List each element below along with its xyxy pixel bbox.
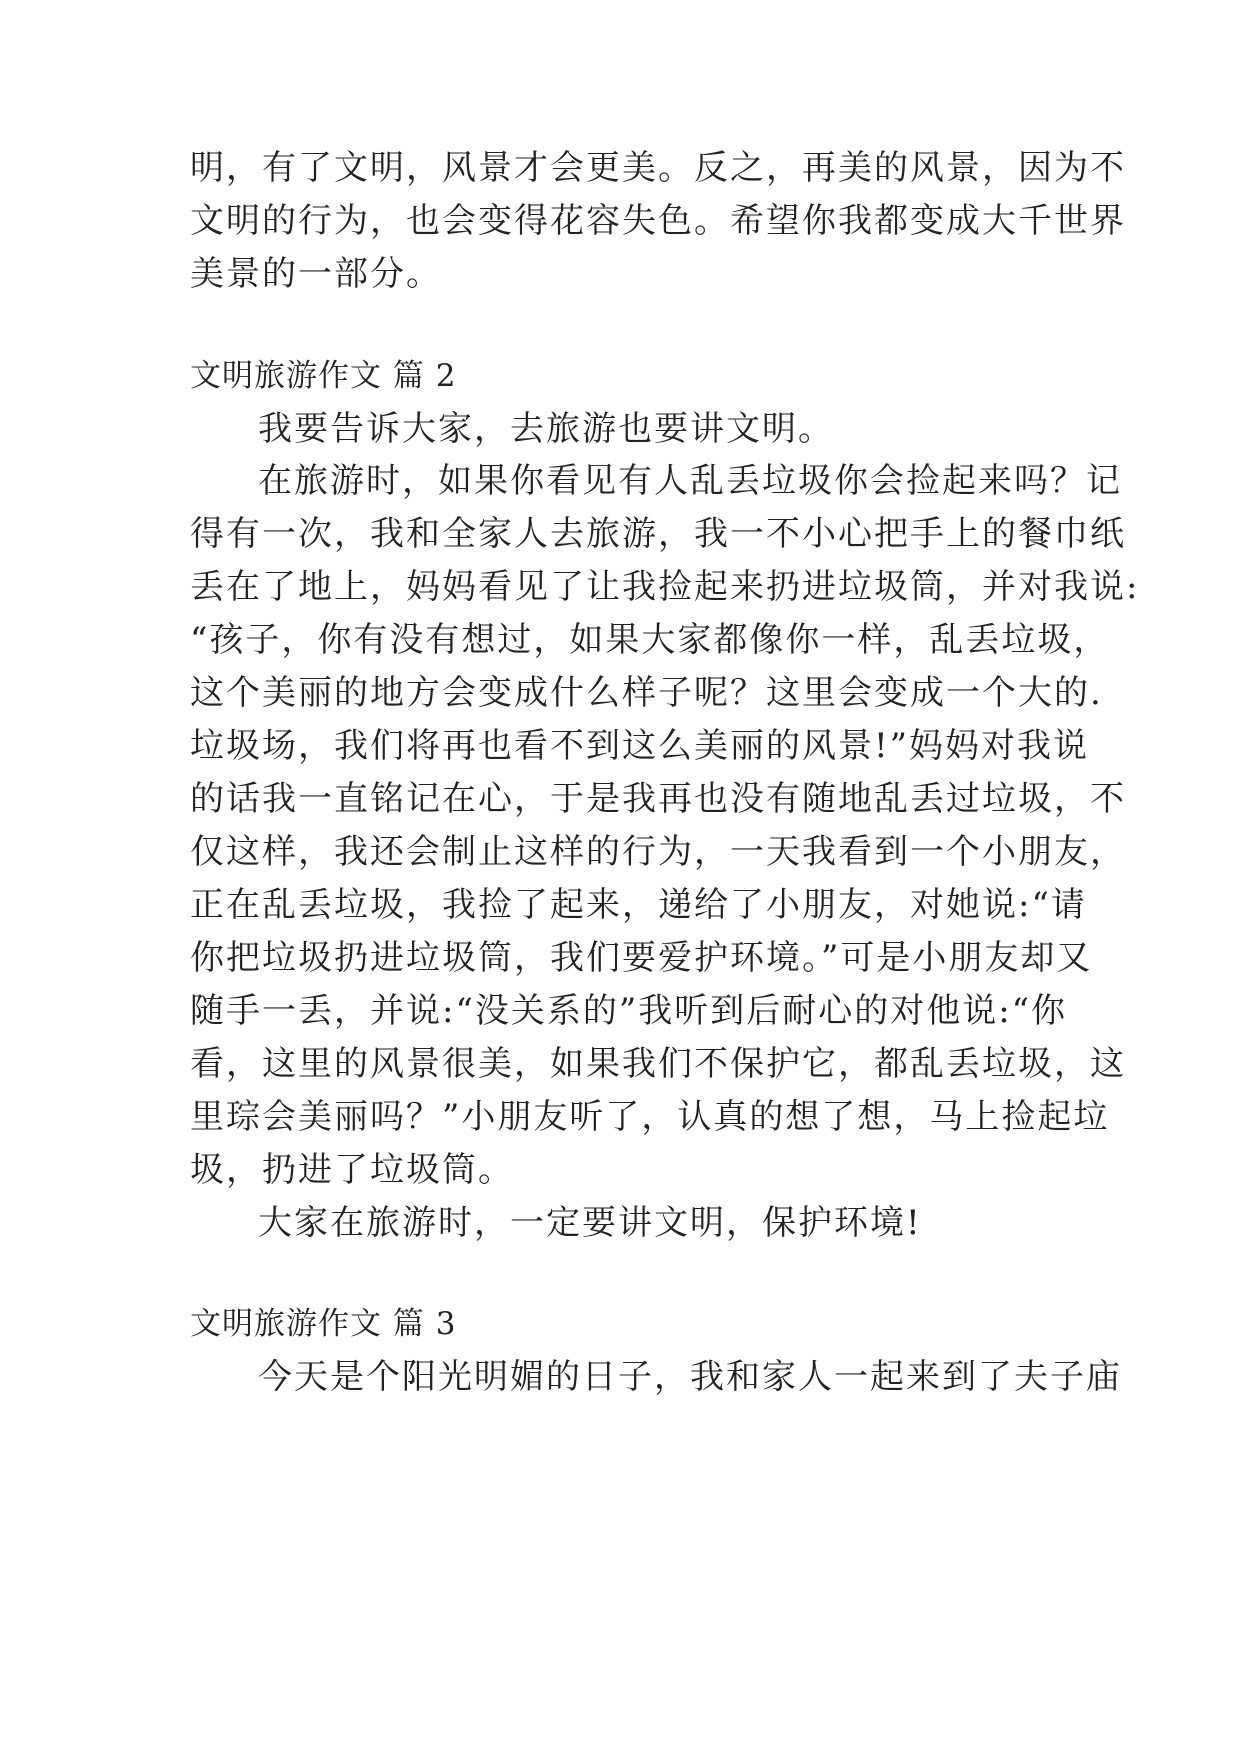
paragraph-line: 仅这样，我还会制止这样的行为，一天我看到一个小朋友， bbox=[190, 832, 1126, 872]
paragraph-line: 里琮会美丽吗？”小朋友听了，认真的想了想，马上捡起垃 bbox=[190, 1097, 1110, 1137]
paragraph-line: 圾，扔进了垃圾筒。 bbox=[190, 1150, 514, 1190]
paragraph-line: 你把垃圾扔进垃圾筒，我们要爱护环境。”可是小朋友却又 bbox=[190, 938, 1093, 978]
section-heading: 文明旅游作文 篇 3 bbox=[190, 1306, 457, 1342]
paragraph-line: 美景的一部分。 bbox=[190, 254, 442, 294]
paragraph-line: “孩子，你有没有想过，如果大家都像你一样，乱丢垃圾， bbox=[190, 620, 1110, 660]
paragraph-line: 看，这里的风景很美，如果我们不保护它，都乱丢垃圾，这 bbox=[190, 1044, 1126, 1084]
section-heading: 文明旅游作文 篇 2 bbox=[190, 358, 457, 394]
paragraph-line: 在旅游时，如果你看见有人乱丢垃圾你会捡起来吗？记 bbox=[258, 461, 1122, 501]
paragraph-line: 今天是个阳光明媚的日子，我和家人一起来到了夫子庙 bbox=[258, 1357, 1122, 1397]
paragraph-line: 这个美丽的地方会变成什么样子呢？这里会变成一个大的. bbox=[190, 673, 1103, 713]
paragraph-line: 随手一丢，并说:“没关系的”我听到后耐心的对他说:“你 bbox=[190, 991, 1068, 1031]
paragraph-line: 正在乱丢垃圾，我捡了起来，递给了小朋友，对她说:“请 bbox=[190, 885, 1087, 925]
paragraph-line: 我要告诉大家，去旅游也要讲文明。 bbox=[258, 409, 834, 449]
paragraph-line: 的话我一直铭记在心，于是我再也没有随地乱丢过垃圾，不 bbox=[190, 779, 1126, 819]
paragraph-line: 得有一次，我和全家人去旅游，我一不小心把手上的餐巾纸 bbox=[190, 514, 1126, 554]
paragraph-line: 丢在了地上，妈妈看见了让我捡起来扔进垃圾筒，并对我说: bbox=[190, 567, 1140, 607]
paragraph-line: 文明的行为，也会变得花容失色。希望你我都变成大千世界 bbox=[190, 201, 1126, 241]
paragraph-line: 垃圾场，我们将再也看不到这么美丽的风景!”妈妈对我说 bbox=[190, 726, 1090, 766]
paragraph-line: 大家在旅游时，一定要讲文明，保护环境! bbox=[258, 1203, 922, 1243]
paragraph-line: 明，有了文明，风景才会更美。反之，再美的风景，因为不 bbox=[190, 148, 1126, 188]
